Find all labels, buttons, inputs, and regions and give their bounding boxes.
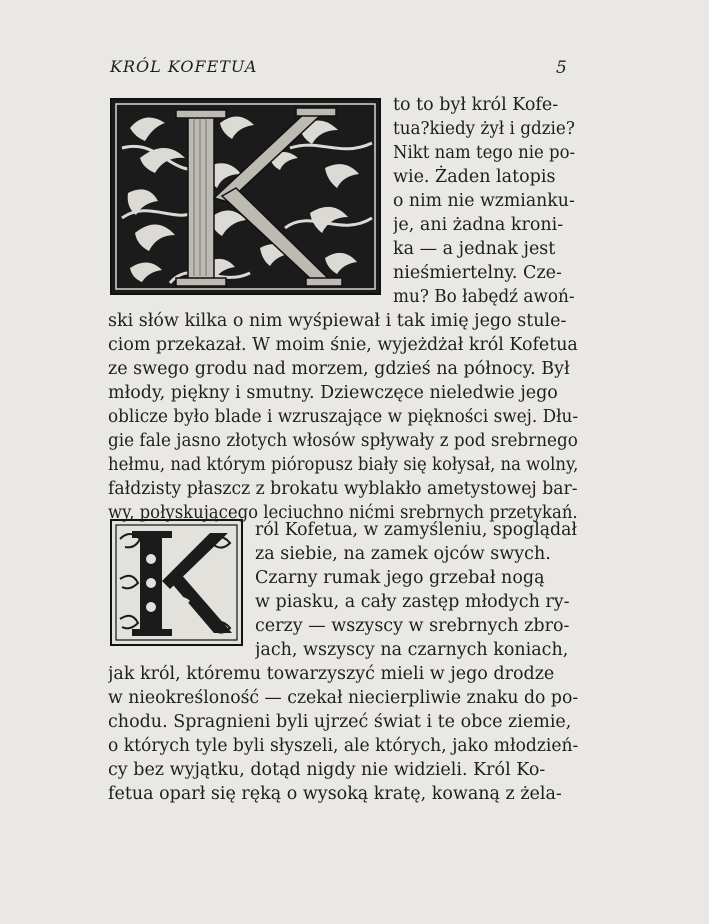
text-line: w piasku, a cały zastęp młodych ry- (255, 592, 570, 612)
text-line: gie fale jasno złotych włosów spływały z pod srebrnego (108, 431, 578, 451)
ornamental-initial-k-small (110, 519, 243, 646)
running-title: KRÓL KOFETUA (110, 57, 258, 76)
ornamental-initial-k-large (110, 98, 381, 295)
text-line: fetua oparł się ręką o wysoką kratę, kowaną z żela- (108, 784, 562, 804)
text-line: je, ani żadna kroni- (393, 215, 564, 235)
text-line: cerzy — wszyscy w srebrnych zbro- (255, 616, 570, 636)
page-number: 5 (556, 58, 567, 78)
text-line: Czarny rumak jego grzebał nogą (255, 568, 545, 588)
text-line: hełmu, nad którym pióropusz biały się kołysał, na wolny, (108, 455, 579, 475)
text-line: ka — a jednak jest (393, 239, 556, 259)
text-line: za siebie, na zamek ojców swych. (255, 544, 551, 564)
text-line: nieśmiertelny. Cze- (393, 263, 562, 283)
text-line: o nim nie wzmianku- (393, 191, 575, 211)
text-line: o których tyle byli słyszeli, ale których, jako młodzień- (108, 736, 579, 756)
text-line: jak król, któremu towarzyszyć mieli w jego drodze (108, 664, 555, 684)
text-line: fałdzisty płaszcz z brokatu wyblakło ametystowej bar- (108, 479, 578, 499)
text-line: oblicze było blade i wzruszające w piękności swej. Dłu- (108, 407, 579, 427)
text-line: ról Kofetua, w zamyśleniu, spoglądał (255, 520, 578, 540)
text-line: ciom przekazał. W moim śnie, wyjeżdżał król Kofetua (108, 335, 578, 355)
text-line: mu? Bo łabędź awoń- (393, 287, 575, 307)
text-line: to to był król Kofe- (393, 95, 559, 115)
text-line: młody, piękny i smutny. Dziewczęce nieledwie jego (108, 383, 558, 403)
text-line: w nieokreśloność — czekał niecierpliwie znaku do po- (108, 688, 579, 708)
text-line: ski słów kilka o nim wyśpiewał i tak imię jego stule- (108, 311, 567, 331)
text-line: Nikt nam tego nie po- (393, 143, 576, 163)
text-line: cy bez wyjątku, dotąd nigdy nie widzieli. Król Ko- (108, 760, 546, 780)
text-line: chodu. Spragnieni byli ujrzeć świat i te obce ziemie, (108, 712, 572, 732)
text-line: ze swego grodu nad morzem, gdzieś na północy. Był (108, 359, 570, 379)
text-line: tua?kiedy żył i gdzie? (393, 119, 575, 139)
text-line: jach, wszyscy na czarnych koniach, (255, 640, 569, 660)
text-line: wie. Żaden latopis (393, 167, 556, 187)
text-line: wy, połyskującego leciuchno nićmi srebrnych przetykań. (108, 503, 578, 523)
